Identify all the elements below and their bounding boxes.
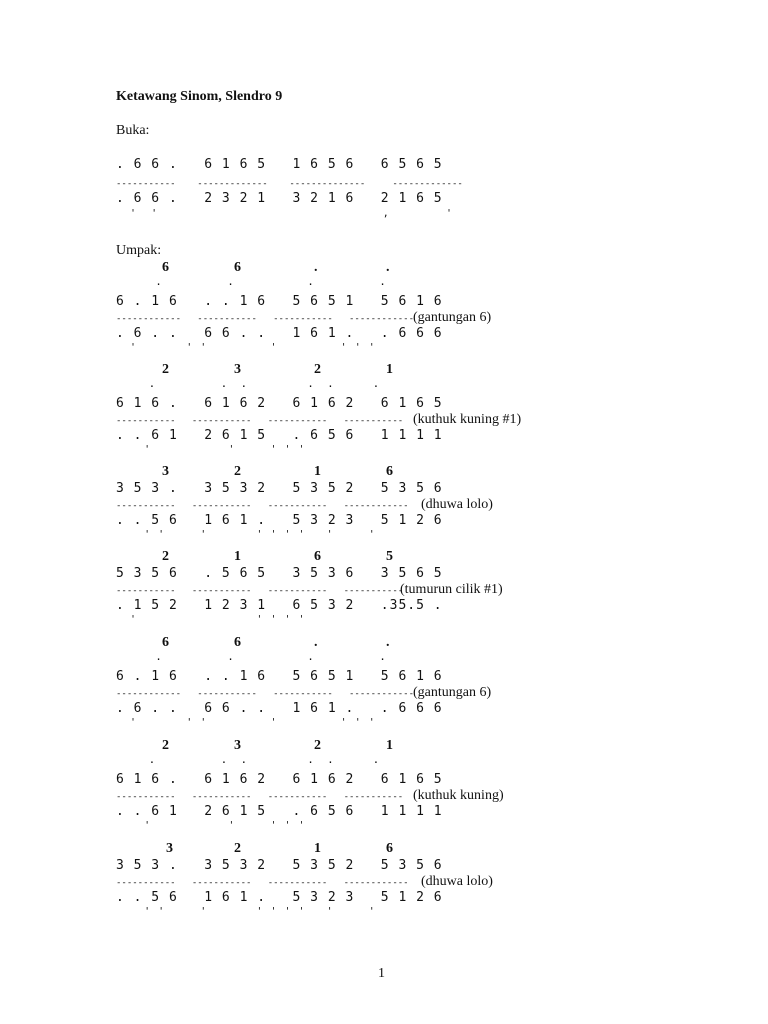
notation-row: . 6 . . 6 6 . . 1 6 1 . . 6 6 6 bbox=[116, 701, 443, 716]
page-title: Ketawang Sinom, Slendro 9 bbox=[116, 89, 283, 104]
octave-dot: . bbox=[366, 650, 386, 663]
page-number: 1 bbox=[378, 966, 385, 981]
gong-tone: 6 bbox=[162, 260, 169, 275]
gong-tone: 2 bbox=[162, 549, 169, 564]
gong-tone: 3 bbox=[162, 464, 169, 479]
divider-dashes: ----------- ----------- ----------- ----------- bbox=[116, 416, 404, 426]
section-label: (kuthuk kuning) bbox=[413, 788, 504, 803]
gong-tone: 1 bbox=[386, 738, 393, 753]
notation-row: 3 5 3 . 3 5 3 2 5 3 5 2 5 3 5 6 bbox=[116, 858, 443, 873]
octave-dot: . bbox=[366, 377, 380, 390]
gong-tone: 3 bbox=[234, 738, 241, 753]
octave-dot: . bbox=[294, 650, 314, 663]
gong-tone: 6 bbox=[314, 549, 321, 564]
gong-tone: 2 bbox=[162, 362, 169, 377]
divider-dashes: ----------- ----------- ----------- ----------- bbox=[116, 586, 404, 596]
octave-dot: . bbox=[142, 753, 156, 766]
gong-tone: . bbox=[314, 260, 318, 275]
notation-row: 6 1 6 . 6 1 6 2 6 1 6 2 6 1 6 5 bbox=[116, 772, 443, 787]
notation-row: 6 . 1 6 . . 1 6 5 6 5 1 5 6 1 6 bbox=[116, 669, 443, 684]
notation-row: . 6 6 . 2 3 2 1 3 2 1 6 2 1 6 5 bbox=[116, 191, 443, 206]
umpak-label: Umpak: bbox=[116, 243, 162, 258]
gong-tone: . bbox=[386, 635, 390, 650]
accent-marks: ' ' , ' bbox=[116, 208, 453, 219]
section-label: (gantungan 6) bbox=[413, 310, 492, 325]
accent-marks: ' ' ' ' ' bbox=[116, 820, 306, 831]
octave-dot: . . bbox=[294, 377, 334, 390]
gong-tone: 3 bbox=[234, 362, 241, 377]
gong-tone: 5 bbox=[386, 549, 393, 564]
gong-tone: . bbox=[386, 260, 390, 275]
accent-marks: ' ' ' ' ' ' ' ' ' bbox=[116, 906, 376, 917]
octave-dot: . bbox=[294, 275, 314, 288]
divider-dashes: ------------ ----------- ----------- ------------ bbox=[116, 314, 415, 324]
notation-row: 3 5 3 . 3 5 3 2 5 3 5 2 5 3 5 6 bbox=[116, 481, 443, 496]
gong-tone: 2 bbox=[234, 464, 241, 479]
octave-dot: . bbox=[214, 650, 234, 663]
accent-marks: ' ' ' ' ' bbox=[116, 444, 306, 455]
accent-marks: ' ' ' ' ' ' ' bbox=[116, 342, 376, 353]
notation-row: . 6 6 . 6 1 6 5 1 6 5 6 6 5 6 5 bbox=[116, 157, 443, 172]
gong-tone: 6 bbox=[386, 464, 393, 479]
octave-dot: . . bbox=[214, 753, 248, 766]
octave-dot: . bbox=[214, 275, 234, 288]
accent-marks: ' ' ' ' ' bbox=[116, 614, 306, 625]
notation-row: 5 3 5 6 . 5 6 5 3 5 3 6 3 5 6 5 bbox=[116, 566, 443, 581]
octave-dot: . . bbox=[214, 377, 248, 390]
gong-tone: . bbox=[314, 635, 318, 650]
gong-tone: 6 bbox=[386, 841, 393, 856]
gong-tone: 3 bbox=[166, 841, 173, 856]
notation-row: . 1 5 2 1 2 3 1 6 5 3 2 .35.5 . bbox=[116, 598, 443, 613]
section-label: (dhuwa lolo) bbox=[421, 874, 493, 889]
section-label: (gantungan 6) bbox=[413, 685, 492, 700]
octave-dot: . bbox=[366, 275, 386, 288]
notation-row: . . 6 1 2 6 1 5 . 6 5 6 1 1 1 1 bbox=[116, 804, 443, 819]
gong-tone: 1 bbox=[314, 464, 321, 479]
gong-tone: 6 bbox=[234, 635, 241, 650]
divider-dashes: ----------- ----------- ----------- ------------ bbox=[116, 878, 409, 888]
gong-tone: 2 bbox=[314, 362, 321, 377]
divider-dashes: ----------- ----------- ----------- ------------ bbox=[116, 501, 409, 511]
gong-tone: 2 bbox=[162, 738, 169, 753]
divider-dashes: ----------- ------------- -------------- ------------- bbox=[116, 179, 463, 189]
gong-tone: 2 bbox=[314, 738, 321, 753]
notation-row: 6 . 1 6 . . 1 6 5 6 5 1 5 6 1 6 bbox=[116, 294, 443, 309]
divider-dashes: ----------- ----------- ----------- ----------- bbox=[116, 792, 404, 802]
gong-tone: 1 bbox=[314, 841, 321, 856]
gong-tone: 6 bbox=[234, 260, 241, 275]
gong-tone: 2 bbox=[234, 841, 241, 856]
divider-dashes: ------------ ----------- ----------- ------------ bbox=[116, 689, 415, 699]
notation-row: . . 5 6 1 6 1 . 5 3 2 3 5 1 2 6 bbox=[116, 890, 443, 905]
octave-dot: . bbox=[366, 753, 380, 766]
notation-row: . . 6 1 2 6 1 5 . 6 5 6 1 1 1 1 bbox=[116, 428, 443, 443]
notation-row: . . 5 6 1 6 1 . 5 3 2 3 5 1 2 6 bbox=[116, 513, 443, 528]
gong-tone: 1 bbox=[386, 362, 393, 377]
section-label: (tumurun cilik #1) bbox=[400, 582, 503, 597]
gong-tone: 1 bbox=[234, 549, 241, 564]
octave-dot: . bbox=[142, 275, 162, 288]
notation-row: 6 1 6 . 6 1 6 2 6 1 6 2 6 1 6 5 bbox=[116, 396, 443, 411]
buka-label: Buka: bbox=[116, 123, 150, 138]
accent-marks: ' ' ' ' ' ' ' ' ' bbox=[116, 529, 376, 540]
notation-row: . 6 . . 6 6 . . 1 6 1 . . 6 6 6 bbox=[116, 326, 443, 341]
octave-dot: . . bbox=[294, 753, 334, 766]
section-label: (dhuwa lolo) bbox=[421, 497, 493, 512]
octave-dot: . bbox=[142, 650, 162, 663]
gong-tone: 6 bbox=[162, 635, 169, 650]
octave-dot: . bbox=[142, 377, 156, 390]
section-label: (kuthuk kuning #1) bbox=[413, 412, 522, 427]
accent-marks: ' ' ' ' ' ' ' bbox=[116, 717, 376, 728]
